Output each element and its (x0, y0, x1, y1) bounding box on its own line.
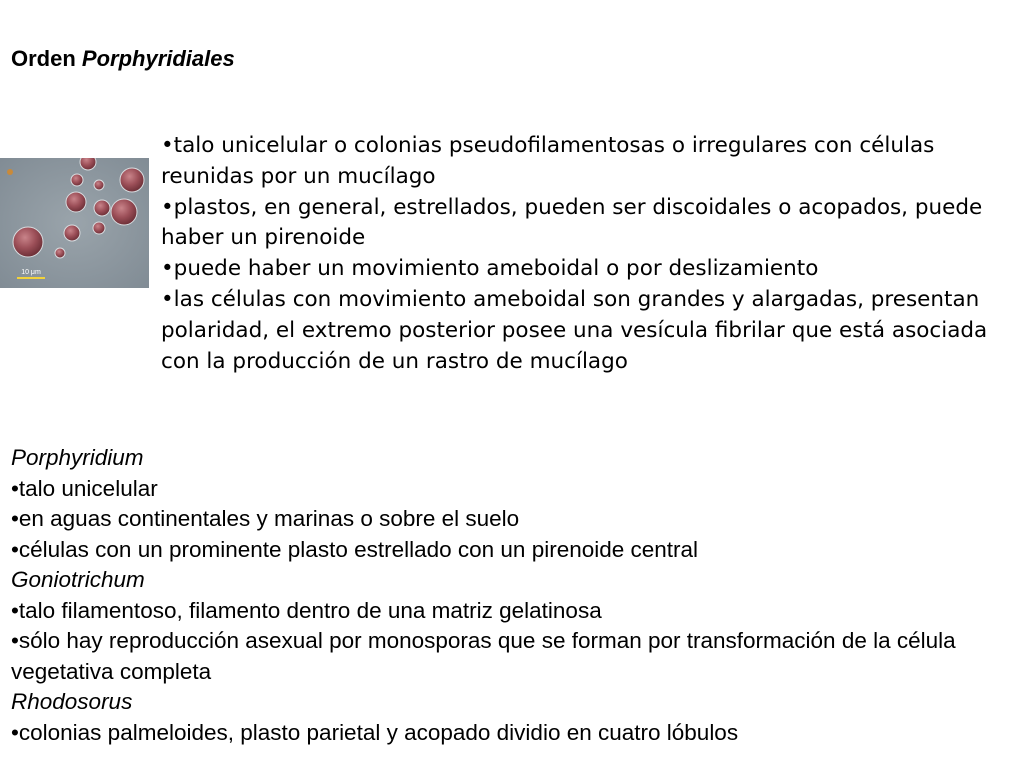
order-features-list (161, 131, 1011, 377)
genus-goniotrichum (11, 565, 1016, 687)
page-title (11, 45, 235, 73)
micrograph-image (0, 158, 149, 288)
genus-feature-item: •talo filamentoso, filamento dentro de una matriz gelatinosa (11, 597, 602, 623)
feature-item: •plastos, en general, estrellados, pueden ser discoidales o acopados, puede haber un pirenoide (161, 194, 983, 251)
title-order-name: Porphyridiales (81, 46, 235, 71)
genus-feature-item: •células con un prominente plasto estrellado con un pirenoide central (11, 536, 699, 562)
feature-item: •puede haber un movimiento ameboidal o por deslizamiento (161, 256, 819, 282)
scale-bar-label: 10 μm (21, 269, 41, 276)
genus-rhodosorus (11, 687, 1016, 748)
genus-name: Porphyridium (11, 445, 144, 470)
genus-feature-item: •talo unicelular (11, 475, 158, 501)
genus-name: Rhodosorus (11, 689, 133, 714)
micrograph-cells (0, 158, 149, 288)
genus-features (11, 474, 1016, 566)
title-prefix: Orden (11, 46, 82, 71)
feature-item: •talo unicelular o colonias pseudofilamentosas o irregulares con células reunidas por un mucílago (161, 133, 935, 189)
genera-section (11, 443, 1016, 748)
genus-porphyridium (11, 443, 1016, 565)
genus-feature-item: •colonias palmeloides, plasto parietal y acopado dividio en cuatro lóbulos (11, 719, 739, 745)
genus-feature-item: •en aguas continentales y marinas o sobre el suelo (11, 506, 520, 531)
genus-name: Goniotrichum (11, 567, 145, 592)
genus-feature-item: •sólo hay reproducción asexual por monosporas que se forman por transformación de la célula vegetativa completa (11, 628, 956, 684)
genus-features (11, 596, 1016, 688)
genus-features (11, 718, 1016, 749)
feature-item: •las células con movimiento ameboidal son grandes y alargadas, presentan polaridad, el extremo posterior posee una vesícula fibrilar que está asociada con la producción de un rastro de mucílago (161, 286, 988, 374)
